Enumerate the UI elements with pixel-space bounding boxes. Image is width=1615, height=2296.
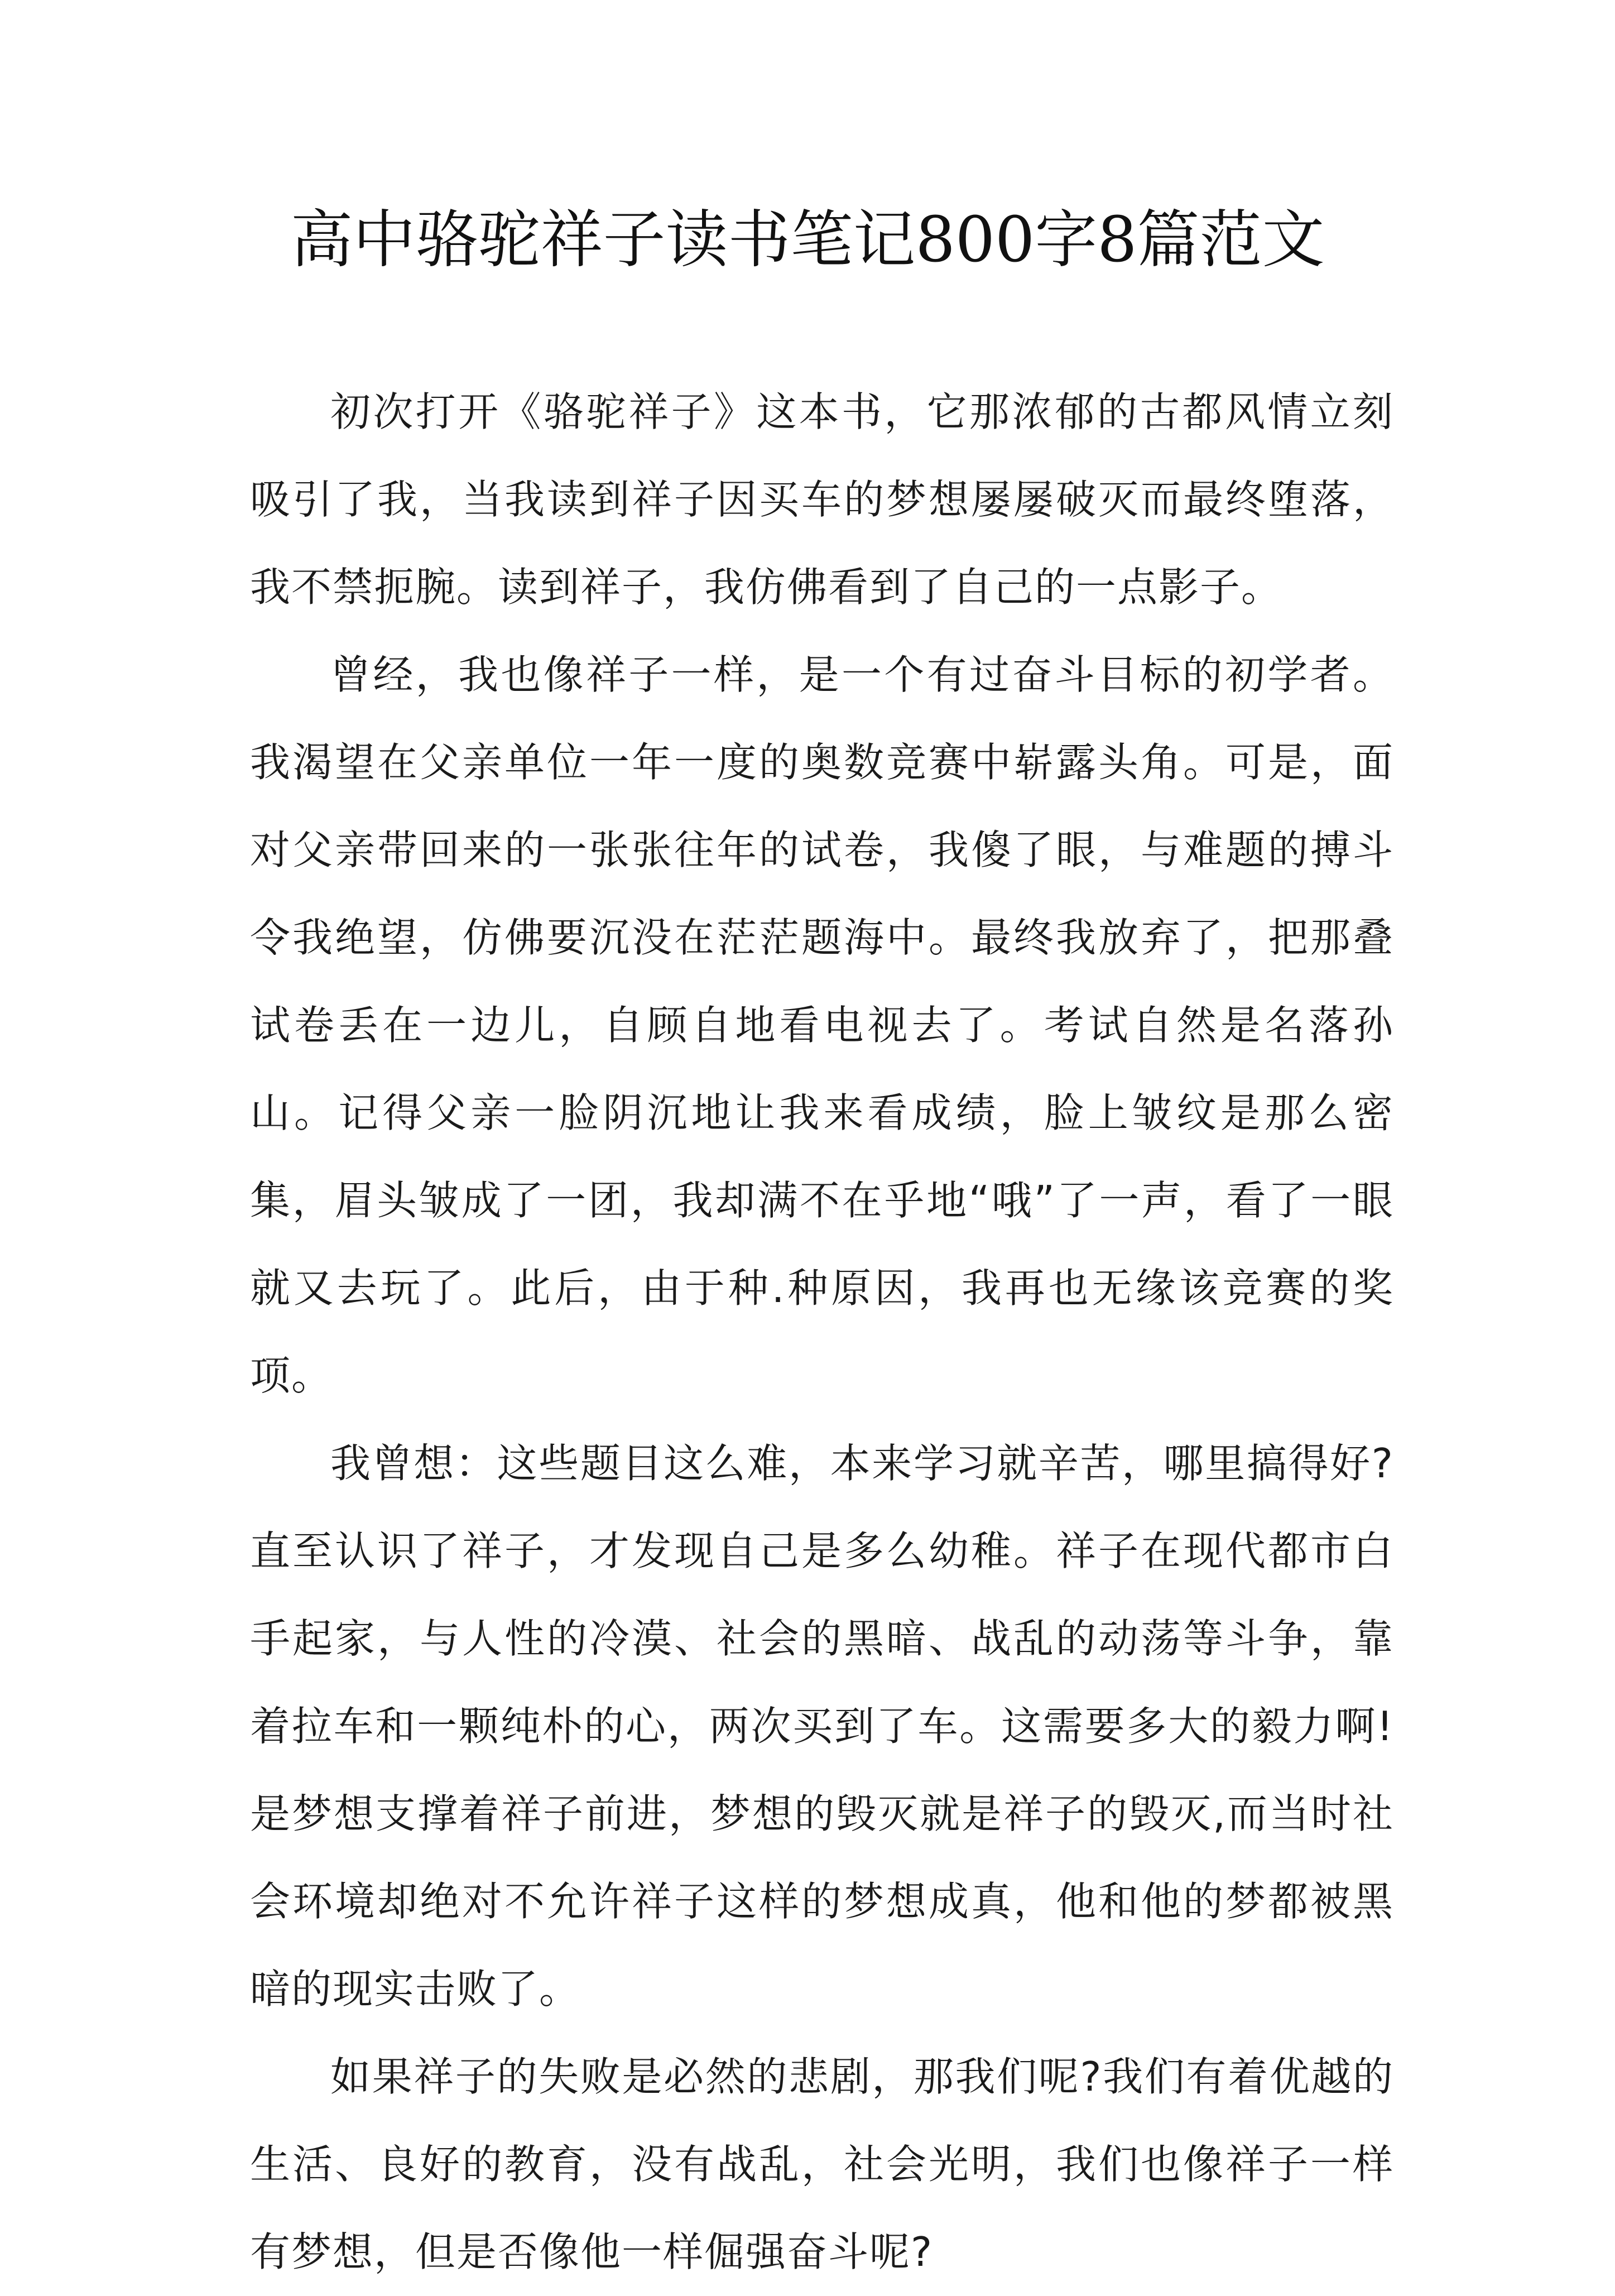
document-title: 高中骆驼祥子读书笔记800字8篇范文 (290, 204, 1325, 276)
paragraph-1: 初次打开《骆驼祥子》这本书，它那浓郁的古都风情立刻吸引了我，当我读到祥子因买车的梦想屡屡破灭而最终堕落，我不禁扼腕。读到祥子，我仿佛看到了自己的一点影子。 (250, 388, 1394, 611)
paragraph-3: 我曾想：这些题目这么难，本来学习就辛苦，哪里搞得好?直至认识了祥子，才发现自己是多么幼稚。祥子在现代都市白手起家，与人性的冷漠、社会的黑暗、战乱的动荡等斗争，靠着拉车和一颗纯朴的心，两次买到了车。这需要多大的毅力啊!是梦想支撑着祥子前进，梦想的毁灭就是祥子的毁灭,而当时社会环境却绝对不允许祥子这样的梦想成真，他和他的梦都被黑暗的现实击败了。 (250, 1440, 1394, 2012)
paragraph-2: 曾经，我也像祥子一样，是一个有过奋斗目标的初学者。我渴望在父亲单位一年一度的奥数竞赛中崭露头角。可是，面对父亲带回来的一张张往年的试卷，我傻了眼，与难题的搏斗令我绝望，仿佛要沉没在茫茫题海中。最终我放弃了，把那叠试卷丢在一边儿，自顾自地看电视去了。考试自然是名落孙山。记得父亲一脸阴沉地让我来看成绩，脸上皱纹是那么密集，眉头皱成了一团，我却满不在乎地“哦”了一声，看了一眼就又去玩了。此后，由于种.种原因，我再也无缘该竞赛的奖项。 (250, 651, 1394, 1399)
document-body (250, 368, 1394, 2296)
paragraph-4: 如果祥子的失败是必然的悲剧，那我们呢?我们有着优越的生活、良好的教育，没有战乱，社会光明，我们也像祥子一样有梦想，但是否像他一样倔强奋斗呢? (250, 2053, 1394, 2275)
